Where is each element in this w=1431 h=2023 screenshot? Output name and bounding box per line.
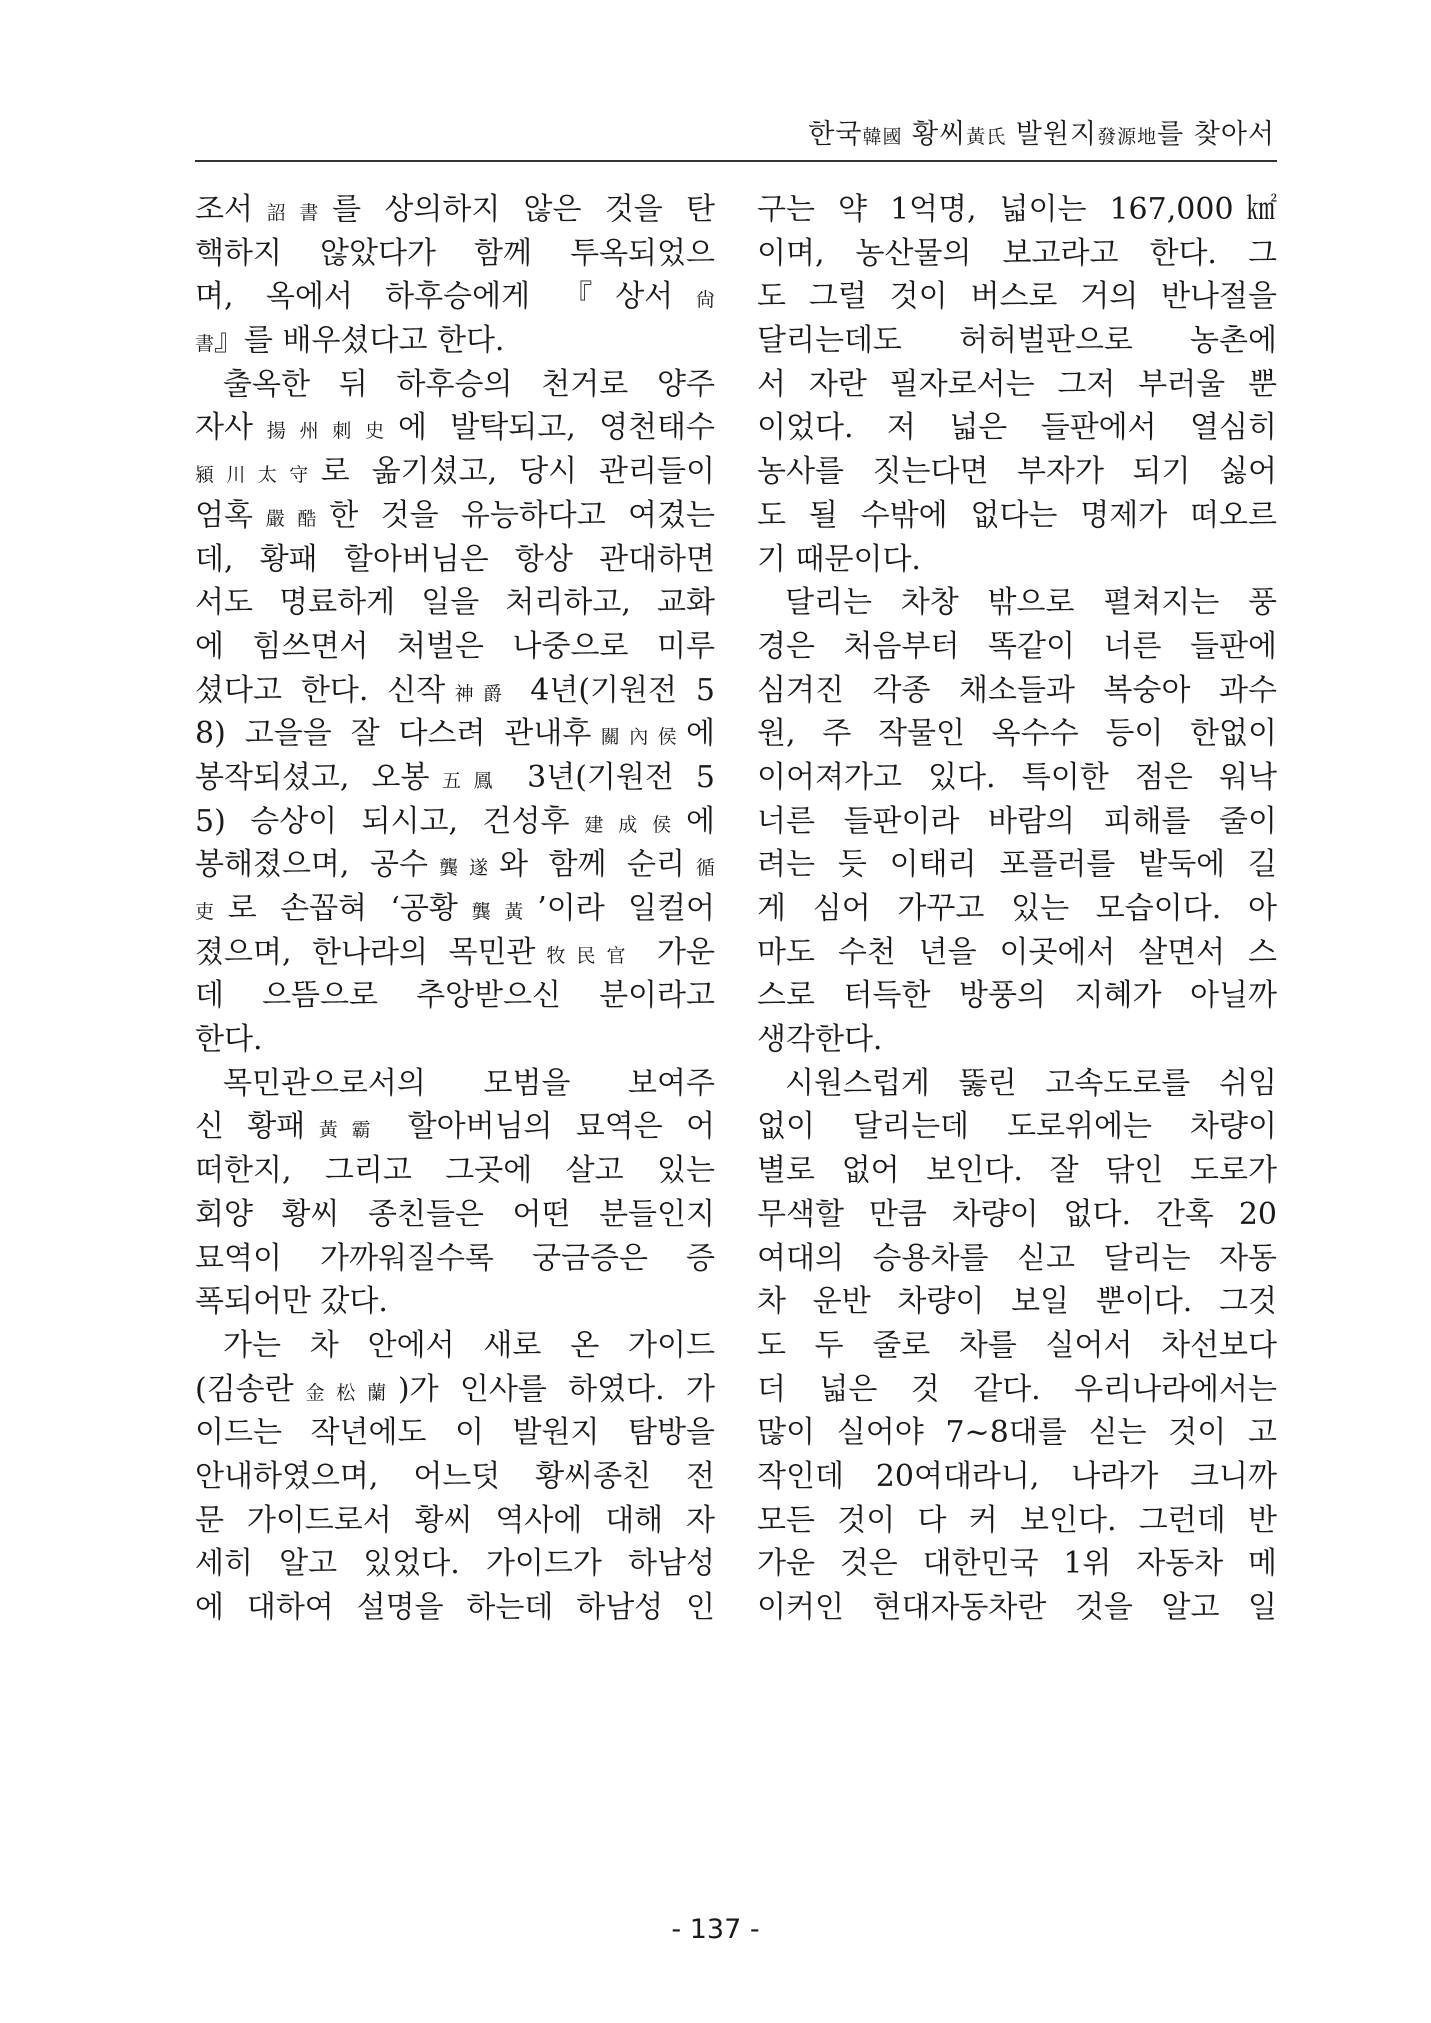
- text-line: 스로 터득한 방풍의 지혜가 아닐까: [757, 978, 1277, 1014]
- text-line: 도 될 수밖에 없다는 명제가 떠오르: [757, 497, 1277, 533]
- text-line: 8) 고을을 잘 다스려 관내후關內侯에: [195, 716, 715, 752]
- text-line: 조서詔書를 상의하지 않은 것을 탄: [195, 192, 715, 227]
- text-line: 생각한다.: [757, 1022, 883, 1058]
- text-line: 달리는 차창 밖으로 펼쳐지는 풍: [785, 585, 1277, 621]
- page-number: - 137 -: [671, 1914, 760, 1945]
- text-line: 潁川太守로 옮기셨고, 당시 관리들이: [195, 454, 715, 490]
- text-line: 여대의 승용차를 싣고 달리는 자동: [757, 1240, 1277, 1276]
- text-line: 데 으뜸으로 추앙받으신 분이라고: [195, 978, 715, 1014]
- left-text-column: [195, 188, 715, 1630]
- text-line: 5) 승상이 되시고, 건성후建成侯에: [195, 803, 715, 839]
- text-line: 문 가이드로서 황씨 역사에 대해 자: [195, 1502, 715, 1538]
- text-line: 목민관으로서의 모범을 보여주: [223, 1065, 715, 1101]
- text-line: 너른 들판이라 바람의 피해를 줄이: [757, 803, 1277, 839]
- text-line: 졌으며, 한나라의 목민관牧民官 가운: [195, 934, 715, 970]
- text-line: 이드는 작년에도 이 발원지 탐방을: [195, 1415, 715, 1451]
- text-line: 서도 명료하게 일을 처리하고, 교화: [195, 585, 715, 621]
- text-line: 吏로 손꼽혀 ‘공황龔黃’이라 일컬어: [195, 891, 715, 926]
- text-line: 회양 황씨 종친들은 어떤 분들인지: [195, 1196, 715, 1232]
- text-line: 가운 것은 대한민국 1위 자동차 메: [757, 1546, 1277, 1582]
- text-line: 마도 수천 년을 이곳에서 살면서 스: [757, 934, 1277, 970]
- text-line: (김송란金松蘭)가 인사를 하였다. 가: [195, 1371, 715, 1407]
- header-hanja: 發源地: [1097, 126, 1158, 148]
- text-line: 도 그럴 것이 버스로 거의 반나절을: [757, 279, 1277, 315]
- text-line: 에 힘쓰면서 처벌은 나중으로 미루: [195, 628, 715, 664]
- text-line: 묘역이 가까워질수록 궁금증은 증: [195, 1240, 715, 1276]
- text-line: 세히 알고 있었다. 가이드가 하남성: [195, 1546, 715, 1582]
- text-line: 엄혹嚴酷한 것을 유능하다고 여겼는: [195, 497, 715, 533]
- text-line: 경은 처음부터 똑같이 너른 들판에: [757, 628, 1277, 664]
- text-line: 모든 것이 다 커 보인다. 그런데 반: [757, 1502, 1277, 1538]
- text-line: 무색할 만큼 차량이 없다. 간혹 20: [757, 1196, 1277, 1232]
- header-rule: [195, 160, 1277, 162]
- text-line: 안내하였으며, 어느덧 황씨종친 전: [195, 1458, 715, 1494]
- text-line: 더 넓은 것 같다. 우리나라에서는: [757, 1371, 1277, 1407]
- header-hanja: 韓國: [862, 126, 903, 148]
- header-segment: 한국: [808, 119, 863, 150]
- text-line: 셨다고 한다. 신작神爵 4년(기원전 5: [195, 672, 715, 708]
- text-line: 농사를 짓는다면 부자가 되기 싫어: [757, 454, 1277, 490]
- text-line: 한다.: [195, 1022, 263, 1058]
- text-line: 구는 약 1억명, 넓이는 167,000㎢: [757, 192, 1277, 227]
- text-line: 폭되어만 갔다.: [195, 1284, 388, 1320]
- text-line: 데, 황패 할아버님은 항상 관대하면: [195, 541, 715, 577]
- text-line: 이며, 농산물의 보고라고 한다. 그: [757, 235, 1277, 271]
- right-text-column: [757, 188, 1277, 1630]
- text-line: 차 운반 차량이 보일 뿐이다. 그것: [757, 1284, 1277, 1320]
- text-line: 이었다. 저 넓은 들판에서 열심히: [757, 410, 1277, 446]
- text-line: 별로 없어 보인다. 잘 닦인 도로가: [757, 1153, 1277, 1189]
- header-segment: 황씨: [902, 119, 967, 150]
- text-line: 원, 주 작물인 옥수수 등이 한없이: [757, 716, 1277, 752]
- header-hanja: 黃氏: [966, 126, 1007, 148]
- header-segment: 를 찾아서: [1157, 119, 1275, 150]
- text-line: 신 황패黃霸 할아버님의 묘역은 어: [195, 1109, 715, 1145]
- header-segment: 발원지: [1006, 119, 1098, 150]
- running-header: [195, 112, 1275, 151]
- text-line: 에 대하여 설명을 하는데 하남성 인: [195, 1590, 715, 1625]
- text-line: 書』를 배우셨다고 한다.: [195, 323, 505, 359]
- text-line: 려는 듯 이태리 포플러를 밭둑에 길: [757, 847, 1277, 883]
- text-line: 봉해졌으며, 공수龔遂와 함께 순리循: [195, 847, 715, 883]
- text-line: 없이 달리는데 도로위에는 차량이: [757, 1109, 1277, 1145]
- text-line: 자사揚州刺史에 발탁되고, 영천태수: [195, 410, 715, 446]
- text-line: 기 때문이다.: [757, 541, 921, 577]
- text-line: 시원스럽게 뚫린 고속도로를 쉬임: [785, 1065, 1277, 1101]
- text-line: 봉작되셨고, 오봉五鳳 3년(기원전 5: [195, 759, 715, 795]
- text-line: 작인데 20여대라니, 나라가 크니까: [757, 1458, 1277, 1494]
- text-line: 이커인 현대자동차란 것을 알고 일: [757, 1590, 1277, 1625]
- text-line: 출옥한 뒤 하후승의 천거로 양주: [223, 366, 715, 402]
- text-line: 심겨진 각종 채소들과 복숭아 과수: [757, 672, 1277, 708]
- text-line: 떠한지, 그리고 그곳에 살고 있는: [195, 1153, 715, 1189]
- text-line: 며, 옥에서 하후승에게 『상서尙: [195, 279, 715, 315]
- text-line: 핵하지 않았다가 함께 투옥되었으: [195, 235, 715, 271]
- text-line: 이어져가고 있다. 특이한 점은 워낙: [757, 759, 1277, 795]
- text-line: 가는 차 안에서 새로 온 가이드: [223, 1327, 715, 1363]
- text-line: 달리는데도 허허벌판으로 농촌에: [757, 323, 1277, 359]
- text-line: 게 심어 가꾸고 있는 모습이다. 아: [757, 891, 1277, 926]
- text-line: 서 자란 필자로서는 그저 부러울 뿐: [757, 366, 1277, 402]
- text-line: 도 두 줄로 차를 실어서 차선보다: [757, 1327, 1277, 1363]
- text-line: 많이 실어야 7~8대를 싣는 것이 고: [757, 1415, 1277, 1451]
